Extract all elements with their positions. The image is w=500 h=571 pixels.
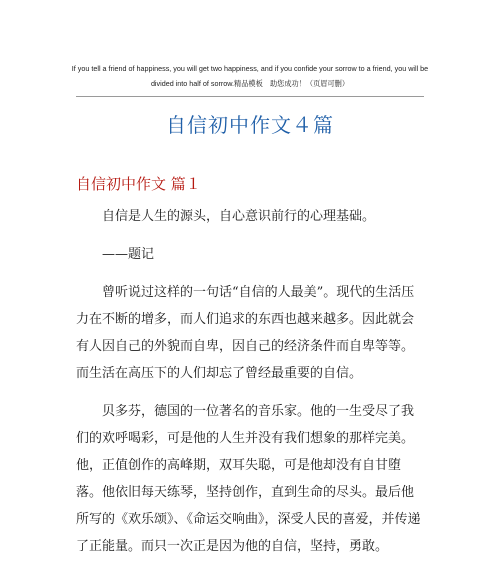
header-line-1: If you tell a friend of happiness, you will get two happiness, and if you confide your sorrow to a friend, you will be bbox=[71, 64, 429, 73]
header-divider bbox=[76, 96, 424, 97]
section-title: 自信初中作文 篇１ bbox=[76, 175, 201, 193]
document-title: 自信初中作文４篇 bbox=[166, 113, 334, 137]
header-line-2: divided into half of sorrow.精品模板 助您成功！（页眉可删） bbox=[150, 79, 350, 88]
page-header bbox=[66, 61, 434, 91]
paragraph: 自信是人生的源头，自心意识前行的心理基础。 bbox=[102, 209, 376, 224]
paragraph: 贝多芬，德国的一位著名的音乐家。他的一生受尽了我们的欢呼喝彩，可是他的人生并没有我们想象的那样完美。他，正值创作的高峰期，双耳失聪，可是他却没有自甘堕落。他依旧每天练琴，坚持创作，直到生命的尽头。最后他所写的《欢乐颂》、《命运交响曲》，深受人民的喜爱，并传递了正能量。而只一次正是因为他的自信，坚持，勇敢。 bbox=[76, 404, 421, 554]
paragraph: 曾听说过这样的一句话“自信的人最美”。现代的生活压力在不断的增多，而人们追求的东西也越来越多。因此就会有人因自己的外貌而自卑，因自己的经济条件而自卑等等。而生活在高压下的人们却忘了曾经最重要的自信。 bbox=[76, 285, 415, 381]
document-body bbox=[76, 203, 426, 571]
epigraph-attribution: ——题记 bbox=[102, 247, 155, 262]
